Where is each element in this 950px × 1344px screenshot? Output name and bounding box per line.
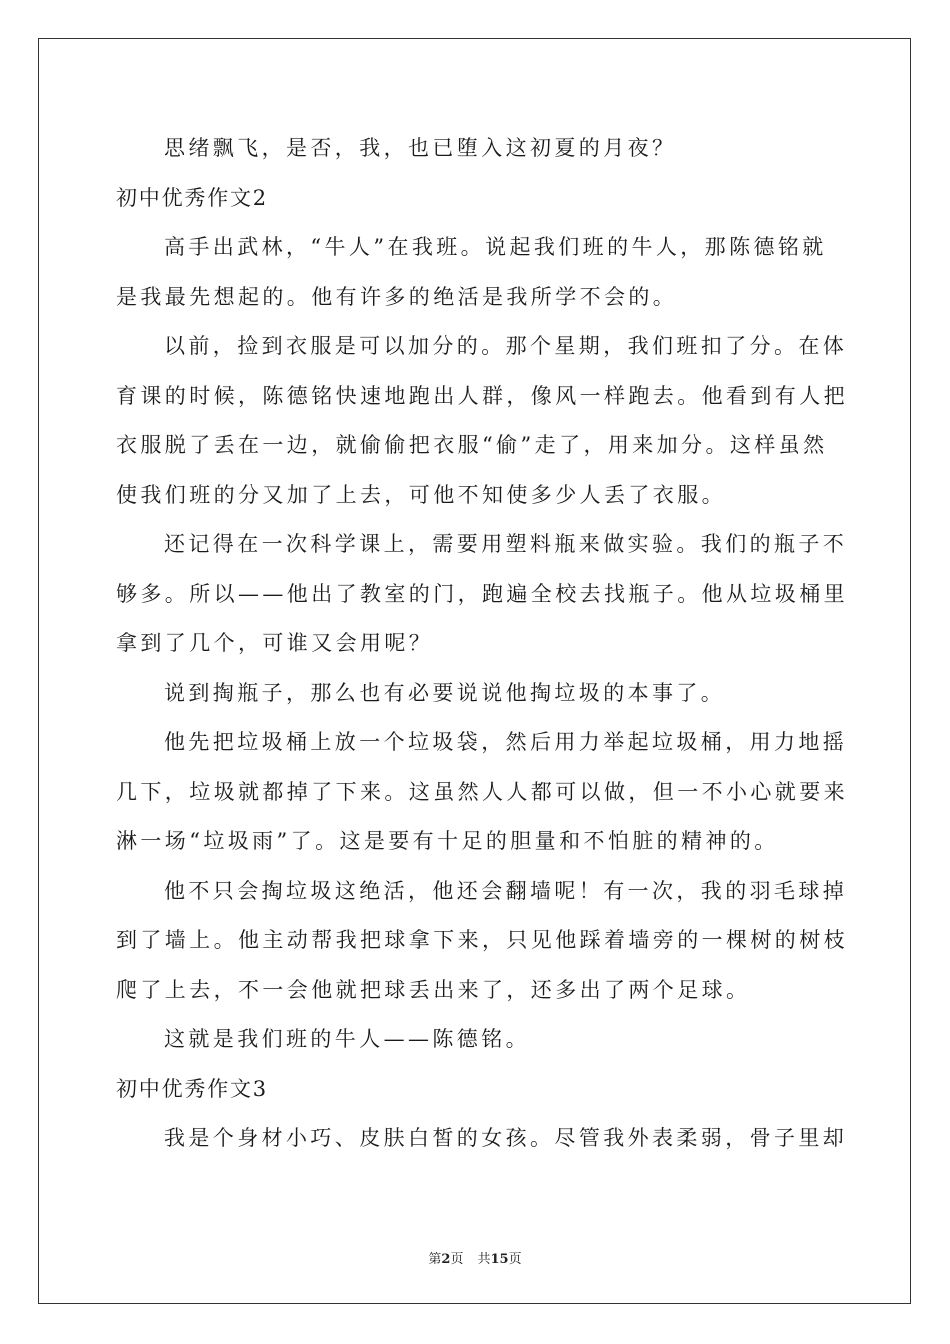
text-line: 育课的时候，陈德铭快速地跑出人群，像风一样跑去。他看到有人把: [116, 383, 848, 408]
text-line: 这就是我们班的牛人——陈德铭。: [164, 1027, 530, 1051]
text-line: 高手出武林，“牛人”在我班。说起我们班的牛人，那陈德铭就: [164, 235, 827, 259]
text-line: 几下，垃圾就都掉了下来。这虽然人人都可以做，但一不小心就要来: [116, 779, 848, 804]
footer-page-prefix: 第: [428, 1252, 442, 1267]
text-line: 衣服脱了丢在一边，就偷偷把衣服“偷”走了，用来加分。这样虽然: [116, 433, 828, 457]
footer-total-suffix: 页: [508, 1252, 522, 1267]
section-heading: 初中优秀作文2: [116, 185, 268, 210]
text-line: 是我最先想起的。他有许多的绝活是我所学不会的。: [116, 284, 678, 309]
text-line: 够多。所以——他出了教室的门，跑遍全校去找瓶子。他从垃圾桶里: [116, 581, 848, 606]
text-line: 我是个身材小巧、皮肤白皙的女孩。尽管我外表柔弱，骨子里却: [164, 1126, 848, 1150]
text-line: 说到掏瓶子，那么也有必要说说他掏垃圾的本事了。: [164, 680, 726, 705]
text-line: 爬了上去，不一会他就把球丢出来了，还多出了两个足球。: [116, 977, 751, 1002]
text-line: 使我们班的分又加了上去，可他不知使多少人丢了衣服。: [116, 482, 726, 507]
footer-total-pages: 15: [490, 1252, 509, 1267]
text-line: 思绪飘飞，是否，我，也已堕入这初夏的月夜？: [164, 136, 677, 160]
page-footer: [0, 1248, 950, 1267]
document-body: [116, 124, 848, 1164]
text-line: 拿到了几个，可谁又会用呢？: [116, 631, 434, 655]
footer-page-number: 2: [441, 1252, 451, 1267]
text-line: 他先把垃圾桶上放一个垃圾袋，然后用力举起垃圾桶，用力地摇: [164, 730, 848, 754]
section-heading: 初中优秀作文3: [116, 1076, 268, 1101]
text-line: 淋一场“垃圾雨”了。这是要有十足的胆量和不怕脏的精神的。: [116, 829, 779, 853]
text-line: 以前，捡到衣服是可以加分的。那个星期，我们班扣了分。在体: [164, 334, 848, 358]
footer-total-prefix: 共: [477, 1252, 491, 1267]
text-line: 还记得在一次科学课上，需要用塑料瓶来做实验。我们的瓶子不: [164, 532, 848, 556]
footer-page-suffix: 页: [450, 1252, 464, 1267]
text-line: 他不只会掏垃圾这绝活，他还会翻墙呢！有一次，我的羽毛球掉: [164, 878, 848, 903]
text-line: 到了墙上。他主动帮我把球拿下来，只见他踩着墙旁的一棵树的树枝: [116, 928, 848, 952]
